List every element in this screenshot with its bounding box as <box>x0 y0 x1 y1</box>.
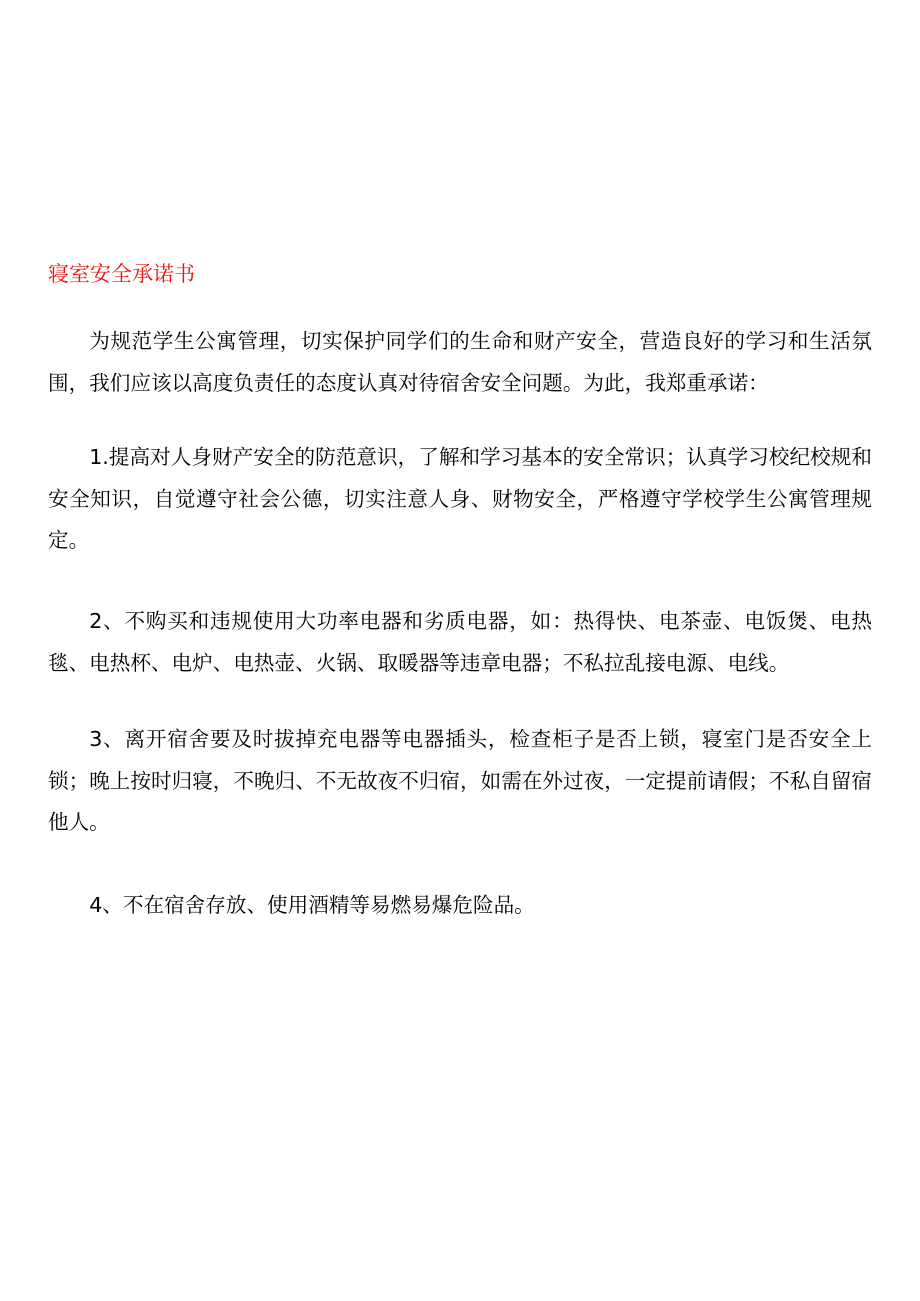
document-title: 寝室安全承诺书 <box>48 262 195 286</box>
pledge-item-2: 2、不购买和违规使用大功率电器和劣质电器，如：热得快、电茶壶、电饭煲、电热毯、电热杯、电炉、电热壶、火锅、取暖器等违章电器；不私拉乱接电源、电线。 <box>48 609 872 675</box>
pledge-item-3: 3、离开宿舍要及时拔掉充电器等电器插头，检查柜子是否上锁，寝室门是否安全上锁；晚上按时归寝，不晚归、不无故夜不归宿，如需在外过夜，一定提前请假；不私自留宿他人。 <box>48 727 872 834</box>
pledge-item-4: 4、不在宿舍存放、使用酒精等易燃易爆危险品。 <box>89 893 535 917</box>
intro-paragraph: 为规范学生公寓管理，切实保护同学们的生命和财产安全，营造良好的学习和生活氛围，我们应该以高度负责任的态度认真对待宿舍安全问题。为此，我郑重承诺： <box>48 329 872 395</box>
pledge-item-1: 1.提高对人身财产安全的防范意识，了解和学习基本的安全常识；认真学习校纪校规和安全知识，自觉遵守社会公德，切实注意人身、财物安全，严格遵守学校学生公寓管理规定。 <box>48 445 872 552</box>
